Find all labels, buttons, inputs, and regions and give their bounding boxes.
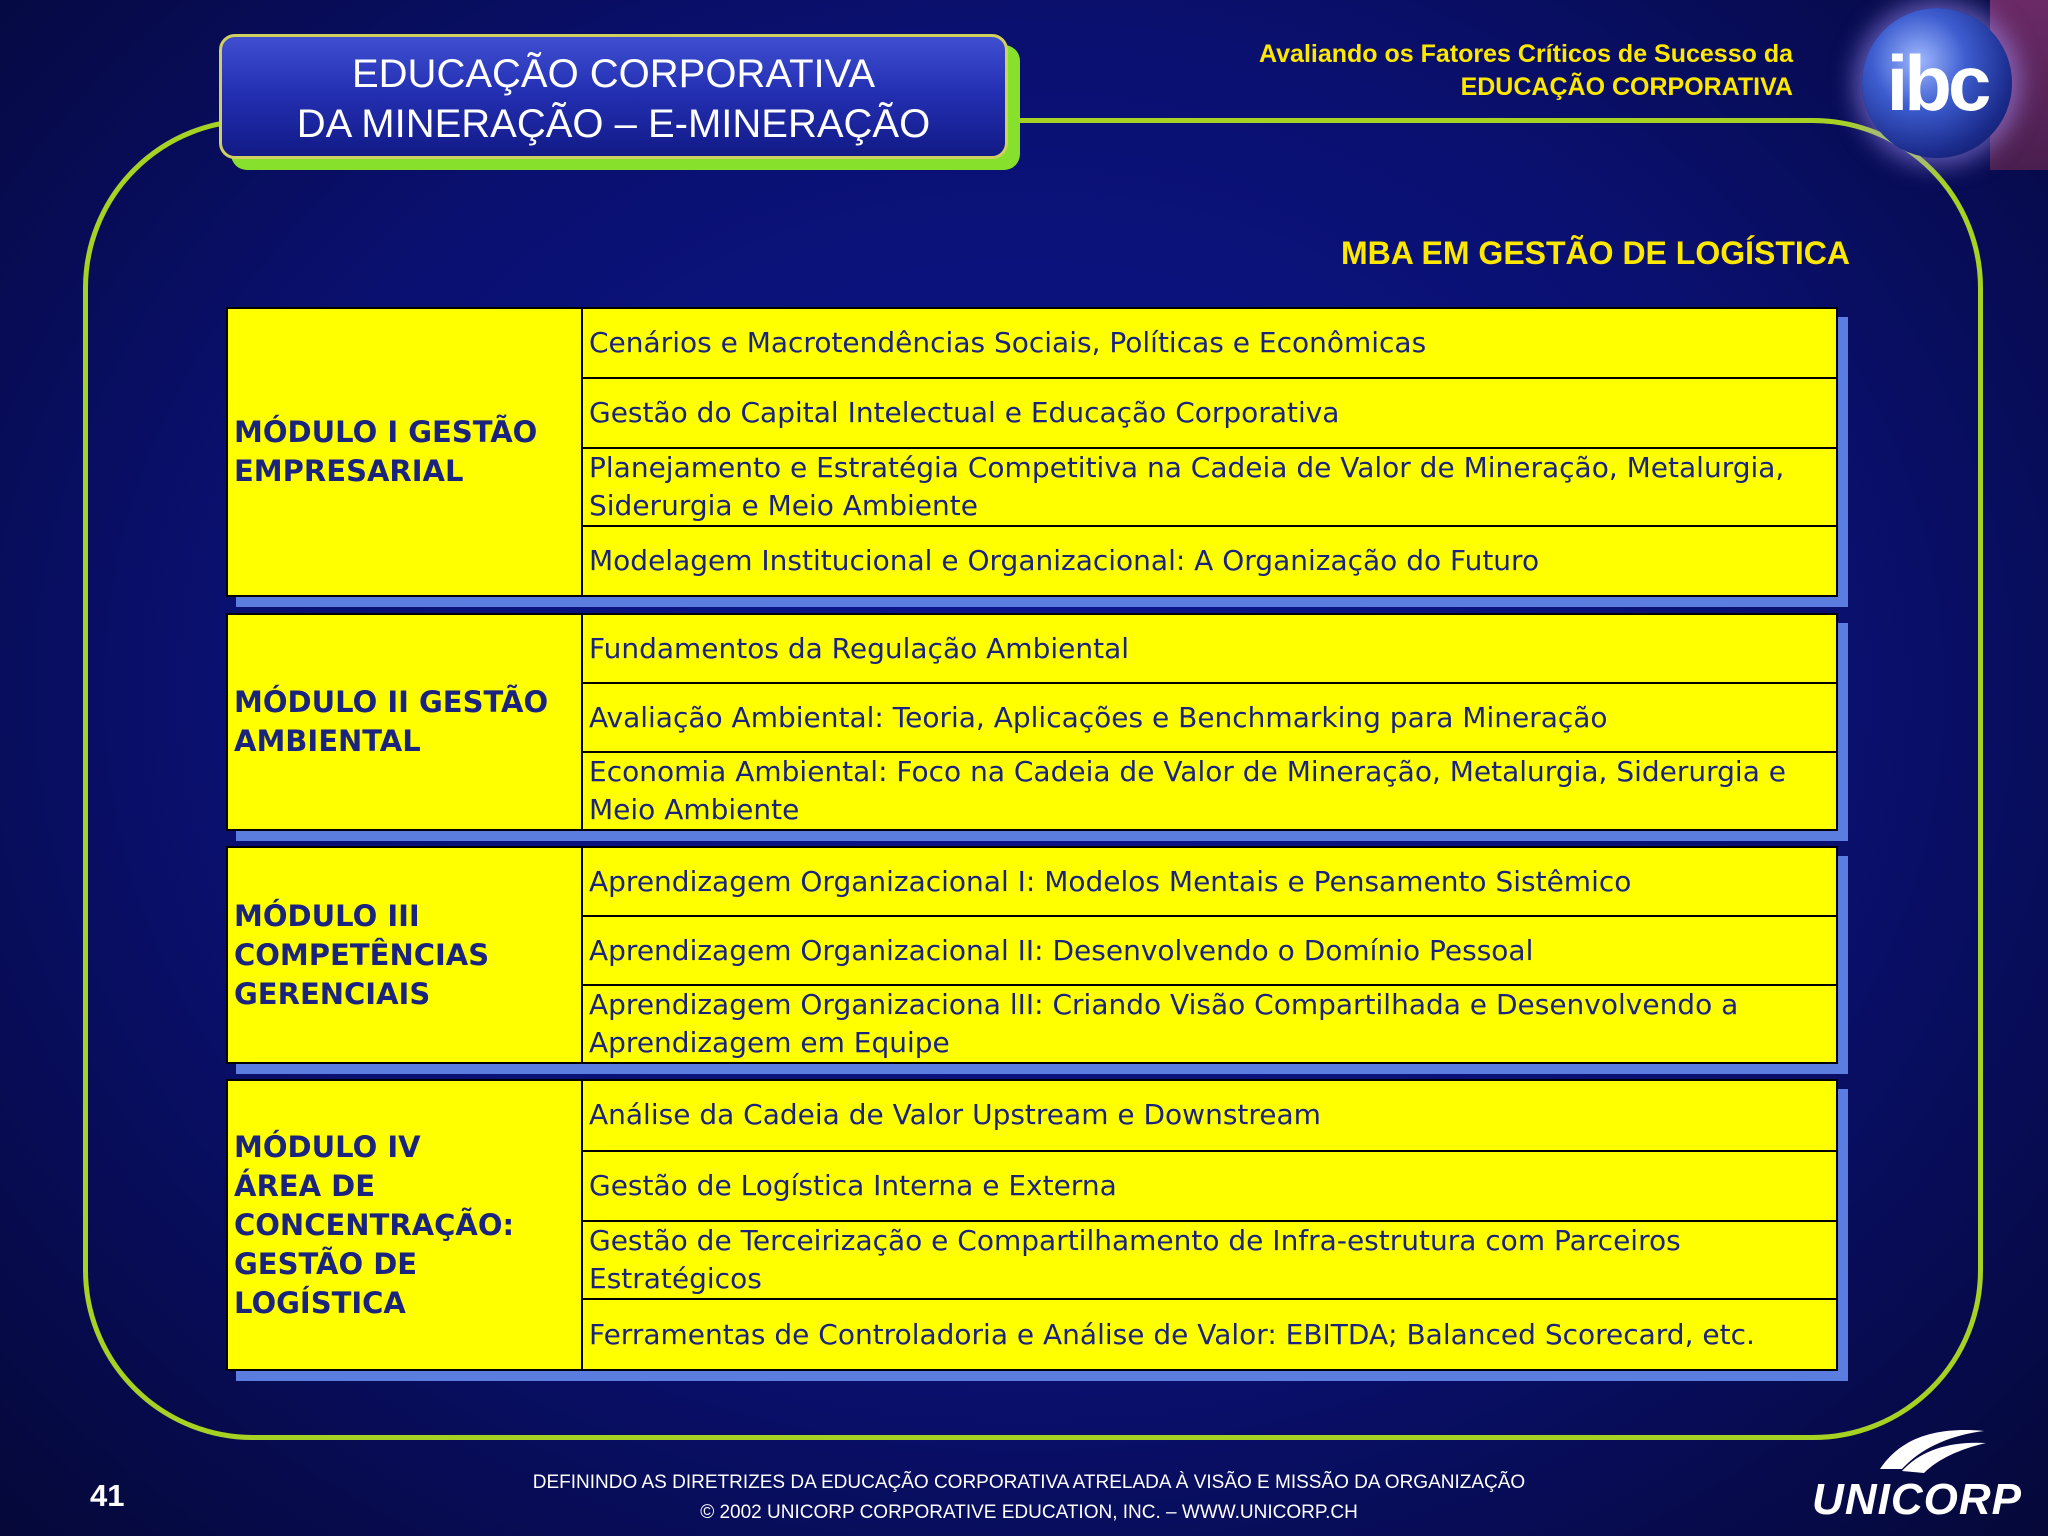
- subtitle-line-1: Avaliando os Fatores Críticos de Sucesso da: [1259, 40, 1793, 68]
- module-name: MÓDULO II GESTÃO AMBIENTAL: [228, 615, 583, 829]
- module-name: MÓDULO I GESTÃO EMPRESARIAL: [228, 309, 583, 595]
- module-item-text: Aprendizagem Organizacional II: Desenvolvendo o Domínio Pessoal: [589, 933, 1534, 967]
- module-item: [583, 615, 1836, 682]
- module-2: [226, 613, 1838, 831]
- header-subtitle: [1259, 38, 1793, 104]
- section-title: MBA EM GESTÃO DE LOGÍSTICA: [1340, 235, 1850, 271]
- module-item: [583, 309, 1836, 377]
- module-item-text: Avaliação Ambiental: Teoria, Aplicações e Benchmarking para Mineração: [589, 700, 1608, 734]
- module-box: [226, 1079, 1838, 1371]
- ibc-logo-text: ibc: [1886, 39, 1988, 127]
- ibc-globe-logo: [1862, 8, 2012, 158]
- module-item: [583, 751, 1836, 829]
- slide-title: [219, 34, 1008, 159]
- module-item: [583, 1298, 1836, 1369]
- module-1: [226, 307, 1838, 597]
- module-item-text: Gestão de Logística Interna e Externa: [589, 1169, 1117, 1202]
- module-item-text: Ferramentas de Controladoria e Análise de Valor: EBITDA; Balanced Scorecard, etc.: [589, 1317, 1755, 1351]
- module-items: [583, 1081, 1836, 1369]
- module-item: [583, 915, 1836, 984]
- unicorp-swoosh-icon: [1872, 1425, 1992, 1477]
- module-item-text: Gestão do Capital Intelectual e Educação Corporativa: [589, 396, 1340, 429]
- unicorp-logo: [1812, 1425, 2022, 1525]
- module-item-text: Planejamento e Estratégia Competitiva na Cadeia de Valor de Mineração, Metalurgia, Siderurgia e Meio Ambiente: [589, 451, 1785, 522]
- module-name: MÓDULO III COMPETÊNCIAS GERENCIAIS: [228, 848, 583, 1062]
- module-item-text: Aprendizagem Organizaciona lII: Criando Visão Compartilhada e Desenvolvendo a Aprendizagem em Equipe: [589, 988, 1739, 1059]
- module-item: [583, 447, 1836, 525]
- module-items: [583, 615, 1836, 829]
- module-item: [583, 1220, 1836, 1298]
- module-item-text: Fundamentos da Regulação Ambiental: [589, 631, 1130, 665]
- module-box: [226, 307, 1838, 597]
- module-item-text: Gestão de Terceirização e Compartilhamento de Infra-estrutura com Parceiros Estratégicos: [589, 1224, 1681, 1296]
- module-4: [226, 1079, 1838, 1371]
- module-item-text: Aprendizagem Organizacional I: Modelos Mentais e Pensamento Sistêmico: [589, 864, 1632, 898]
- page-number: 41: [90, 1478, 125, 1513]
- module-item: [583, 848, 1836, 915]
- module-item: [583, 682, 1836, 751]
- subtitle-line-2: EDUCAÇÃO CORPORATIVA: [1460, 73, 1793, 101]
- module-name: MÓDULO IV ÁREA DE CONCENTRAÇÃO: GESTÃO DE LOGÍSTICA: [228, 1081, 583, 1369]
- module-3: [226, 846, 1838, 1064]
- title-line-2: DA MINERAÇÃO – E-MINERAÇÃO: [296, 102, 931, 146]
- module-box: [226, 846, 1838, 1064]
- title-line-1: EDUCAÇÃO CORPORATIVA: [351, 52, 876, 96]
- module-item-text: Economia Ambiental: Foco na Cadeia de Valor de Mineração, Metalurgia, Siderurgia e Meio Ambiente: [589, 755, 1786, 826]
- footer-line-2: © 2002 UNICORP CORPORATIVE EDUCATION, INC. – WWW.UNICORP.CH: [700, 1502, 1358, 1523]
- module-box: [226, 613, 1838, 831]
- module-item-text: Cenários e Macrotendências Sociais, Políticas e Econômicas: [589, 326, 1427, 359]
- module-items: [583, 848, 1836, 1062]
- module-item: [583, 1150, 1836, 1221]
- module-item: [583, 377, 1836, 447]
- module-item-text: Modelagem Institucional e Organizacional: A Organização do Futuro: [589, 544, 1540, 577]
- unicorp-logo-text: UNICORP: [1812, 1475, 2022, 1524]
- module-items: [583, 309, 1836, 595]
- module-item-text: Análise da Cadeia de Valor Upstream e Downstream: [589, 1098, 1321, 1132]
- module-item: [583, 984, 1836, 1062]
- module-item: [583, 1081, 1836, 1150]
- module-item: [583, 525, 1836, 595]
- footer-line-1: DEFININDO AS DIRETRIZES DA EDUCAÇÃO CORPORATIVA ATRELADA À VISÃO E MISSÃO DA ORGANIZAÇÃO: [532, 1472, 1526, 1493]
